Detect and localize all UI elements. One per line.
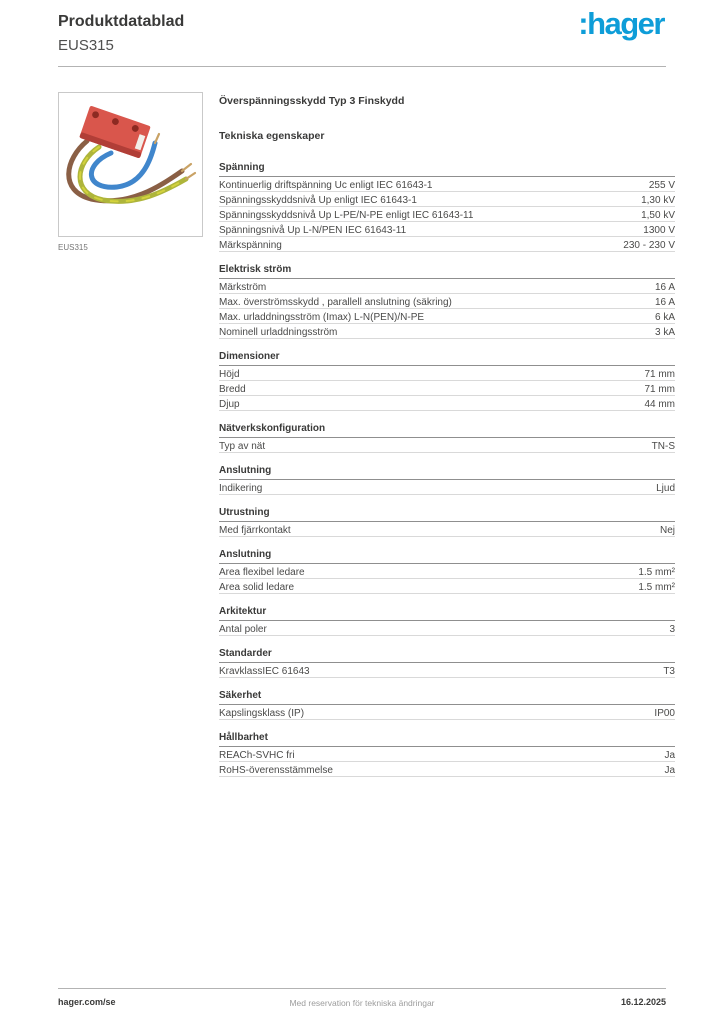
spec-label: Indikering (219, 482, 263, 494)
spec-label: Max. urladdningsström (Imax) L-N(PEN)/N-PE (219, 311, 425, 323)
spec-row (219, 579, 675, 594)
spec-label: Höjd (219, 368, 240, 380)
spec-value: 16 A (654, 281, 675, 293)
spec-value: 71 mm (644, 368, 675, 380)
section-title: Nätverkskonfiguration (219, 423, 675, 438)
spec-label: RoHS-överensstämmelse (219, 764, 333, 776)
spec-row (219, 192, 675, 207)
spec-section (219, 549, 675, 594)
spec-label: REACh-SVHC fri (219, 749, 295, 761)
spec-value: 44 mm (644, 398, 675, 410)
spec-row (219, 237, 675, 252)
spec-label: Kapslingsklass (IP) (219, 707, 305, 719)
spec-value: 1.5 mm² (638, 566, 675, 578)
spec-row (219, 279, 675, 294)
spec-value: 1300 V (643, 224, 675, 236)
section-title: Hållbarhet (219, 732, 675, 747)
section-title: Arkitektur (219, 606, 675, 621)
header-divider (58, 66, 666, 67)
spec-value: 3 (669, 623, 675, 635)
spec-row (219, 324, 675, 339)
spec-section (219, 351, 675, 411)
tech-specs-heading: Tekniska egenskaper (219, 130, 325, 142)
spec-value: 3 kA (654, 326, 675, 338)
spec-section (219, 423, 675, 453)
spec-label: Spänningsskyddsnivå Up L-PE/N-PE enligt IEC 61643-11 (219, 209, 474, 221)
spec-row (219, 207, 675, 222)
spec-row (219, 621, 675, 636)
spec-row (219, 522, 675, 537)
hager-logo: :hager (578, 6, 664, 41)
spec-row (219, 294, 675, 309)
spec-row (219, 747, 675, 762)
spec-row (219, 438, 675, 453)
spec-row (219, 381, 675, 396)
spec-value: Nej (659, 524, 675, 536)
section-title: Anslutning (219, 465, 675, 480)
section-title: Spänning (219, 162, 675, 177)
spec-label: KravklassIEC 61643 (219, 665, 310, 677)
spec-value: TN-S (651, 440, 675, 452)
spec-value: 71 mm (644, 383, 675, 395)
footer-website: hager.com/se (58, 997, 116, 1007)
spec-value: 1.5 mm² (638, 581, 675, 593)
product-code: EUS315 (58, 37, 114, 54)
spec-section (219, 690, 675, 720)
spec-label: Med fjärrkontakt (219, 524, 291, 536)
spec-label: Spänningsskyddsnivå Up enligt IEC 61643-1 (219, 194, 417, 206)
section-title: Säkerhet (219, 690, 675, 705)
spec-section (219, 264, 675, 339)
spec-row (219, 564, 675, 579)
product-image (58, 92, 203, 237)
spec-row (219, 663, 675, 678)
spec-value: 255 V (648, 179, 675, 191)
spec-value: Ja (664, 764, 675, 776)
section-title: Dimensioner (219, 351, 675, 366)
section-title: Anslutning (219, 549, 675, 564)
spec-label: Area solid ledare (219, 581, 295, 593)
spec-column (219, 95, 675, 789)
spec-section (219, 507, 675, 537)
spec-value: 230 - 230 V (623, 239, 675, 251)
spec-value: 16 A (654, 296, 675, 308)
spec-section (219, 732, 675, 777)
spec-label: Märkström (219, 281, 267, 293)
spec-row (219, 366, 675, 381)
spec-value: 1,50 kV (641, 209, 675, 221)
spec-label: Max. överströmsskydd , parallell anslutning (säkring) (219, 296, 452, 308)
product-image-caption: EUS315 (58, 243, 88, 252)
spec-value: 1,30 kV (641, 194, 675, 206)
spec-label: Kontinuerlig driftspänning Uc enligt IEC 61643-1 (219, 179, 433, 191)
spec-row (219, 705, 675, 720)
footer-divider (58, 988, 666, 989)
footer-date: 16.12.2025 (620, 997, 666, 1007)
footer-disclaimer: Med reservation för tekniska ändringar (289, 998, 435, 1008)
section-title: Standarder (219, 648, 675, 663)
spec-row (219, 222, 675, 237)
spec-value: 6 kA (654, 311, 675, 323)
section-title: Elektrisk ström (219, 264, 675, 279)
spec-section (219, 648, 675, 678)
spec-row (219, 309, 675, 324)
spec-label: Bredd (219, 383, 246, 395)
spec-label: Djup (219, 398, 240, 410)
surge-protector-illustration (59, 93, 202, 236)
spec-row (219, 762, 675, 777)
spec-section (219, 606, 675, 636)
spec-value: T3 (663, 665, 675, 677)
spec-label: Antal poler (219, 623, 267, 635)
page-title: Produktdatablad (58, 13, 185, 30)
spec-sections (219, 162, 675, 777)
spec-label: Spänningsnivå Up L-N/PEN IEC 61643-11 (219, 224, 407, 236)
spec-section (219, 465, 675, 495)
spec-row (219, 480, 675, 495)
spec-row (219, 396, 675, 411)
spec-value: Ljud (656, 482, 675, 494)
spec-label: Nominell urladdningsström (219, 326, 338, 338)
product-title: Överspänningsskydd Typ 3 Finskydd (219, 95, 405, 107)
spec-section (219, 162, 675, 252)
section-title: Utrustning (219, 507, 675, 522)
spec-value: IP00 (654, 707, 675, 719)
spec-value: Ja (664, 749, 675, 761)
spec-label: Typ av nät (219, 440, 266, 452)
spec-row (219, 177, 675, 192)
spec-label: Märkspänning (219, 239, 282, 251)
spec-label: Area flexibel ledare (219, 566, 305, 578)
